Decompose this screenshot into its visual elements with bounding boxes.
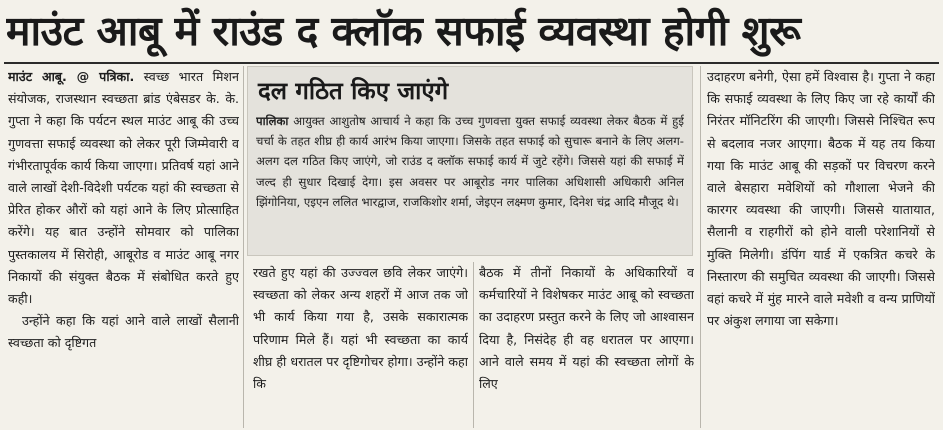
paragraph-2: उन्होंने कहा कि यहां आने वाले लाखों सैलानी स्वच्छता को दृष्टिगत <box>8 313 239 351</box>
column-3-text: बैठक में तीनों निकायों के अधिकारियों व कर्मचारियों ने विशेषकर माउंट आबू को स्वच्छता का उदाहरण प्रस्तुत करने के लिए जो आश्वासन दिया है, निसंदेह ही वह धरातल पर आएगा। आने वाले समय में यहां की स्वच्छता लोगों के लिए <box>479 265 694 392</box>
column-divider <box>473 262 474 428</box>
box-lead: पालिका <box>256 114 289 128</box>
column-2-text: रखते हुए यहां की उज्ज्वल छवि लेकर जाएंगे। स्वच्छता को लेकर अन्य शहरों में आज तक जो भी कार्य किया गया है, उसके सकारात्मक परिणाम मिले हैं। यहां भी स्वच्छता का कार्य शीघ्र ही धरातल पर दृष्टिगोचर होगा। उन्होंने कहा कि <box>253 265 468 392</box>
subheading-box <box>247 66 693 256</box>
column-4-text: उदाहरण बनेगी, ऐसा हमें विश्वास है। गुप्ता ने कहा कि सफाई व्यवस्था के लिए किए जा रहे कार्यों की निरंतर मॉनिटरिंग की जाएगी। जिससे निश्चित रूप से बदलाव नजर आएगा। बैठक में यह तय किया गया कि माउंट आबू की सड़कों पर विचरण करने वाले बेसहारा मवेशियों को गौशाला भेजने की कारगर व्यवस्था की जाएगी। जिससे यातायात, सैलानी व राहगीरों को होने वाली परेशानियों से मुक्ति मिलेगी। डंपिंग यार्ड में एकत्रित कचरे के निस्तारण की समुचित व्यवस्था की जाएगी। जिससे वहां कचरे में मुंह मारने वाले मवेशी व वन्य प्राणियों पर अंकुश लगाया जा सकेगा। <box>707 69 935 329</box>
box-heading: दल गठित किए जाएंगे <box>258 77 449 105</box>
article-column-4 <box>707 66 935 428</box>
box-text <box>256 111 684 253</box>
column-divider <box>243 66 244 428</box>
article-column-2 <box>253 262 468 428</box>
paragraph-1 <box>8 66 239 310</box>
article-column-3 <box>479 262 694 428</box>
box-body: आयुक्त आशुतोष आचार्य ने कहा कि उच्च गुणवत्ता युक्त सफाई व्यवस्था लेकर बैठक में हुई चर्चा के तहत शीघ्र ही कार्य आरंभ किया जाएगा। जिसके तहत सफाई को सुचारू बनाने के लिए अलग-अलग दल गठित किए जाएंगे, जो राउंड द क्लॉक सफाई कार्य में जुटे रहेंगे। जिससे यहां की सफाई में जल्द ही सुधार दिखाई देगा। इस अवसर पर आबूरोड नगर पालिका अधिशासी अधिकारी अनिल झिंगोनिया, एइएन ललित भारद्वाज, राजकिशोर शर्मा, जेइएन लक्ष्मण कुमार, दिनेश चंद्र आदि मौजूद थे। <box>256 114 684 209</box>
paragraph-1-text: स्वच्छ भारत मिशन संयोजक, राजस्थान स्वच्छता ब्रांड एंबेसडर के. के. गुप्ता ने कहा कि पर्यटन स्थल माउंट आबू की उच्च गुणवत्ता सफाई व्यवस्था को लेकर पूरी जिम्मेवारी व गंभीरतापूर्वक कार्य किया जाएगा। प्रतिवर्ष यहां आने वाले लाखों देशी-विदेशी पर्यटक यहां की स्वच्छता से प्रेरित होकर औरों को यहां आने के लिए प्रोत्साहित करेंगे। यह बात उन्होंने सोमवार को पालिका पुस्तकालय में सिरोही, आबूरोड व माउंट आबू नगर निकायों की संयुक्त बैठक में संबोधित करते हुए कही। <box>8 69 239 307</box>
headline-rule <box>4 62 939 64</box>
dateline: माउंट आबू. @ पत्रिका. <box>8 69 135 84</box>
article-column-1 <box>8 66 239 428</box>
column-divider <box>700 66 701 428</box>
headline: माउंट आबू में राउंड द क्लॉक सफाई व्यवस्था होगी शुरू <box>6 7 801 55</box>
